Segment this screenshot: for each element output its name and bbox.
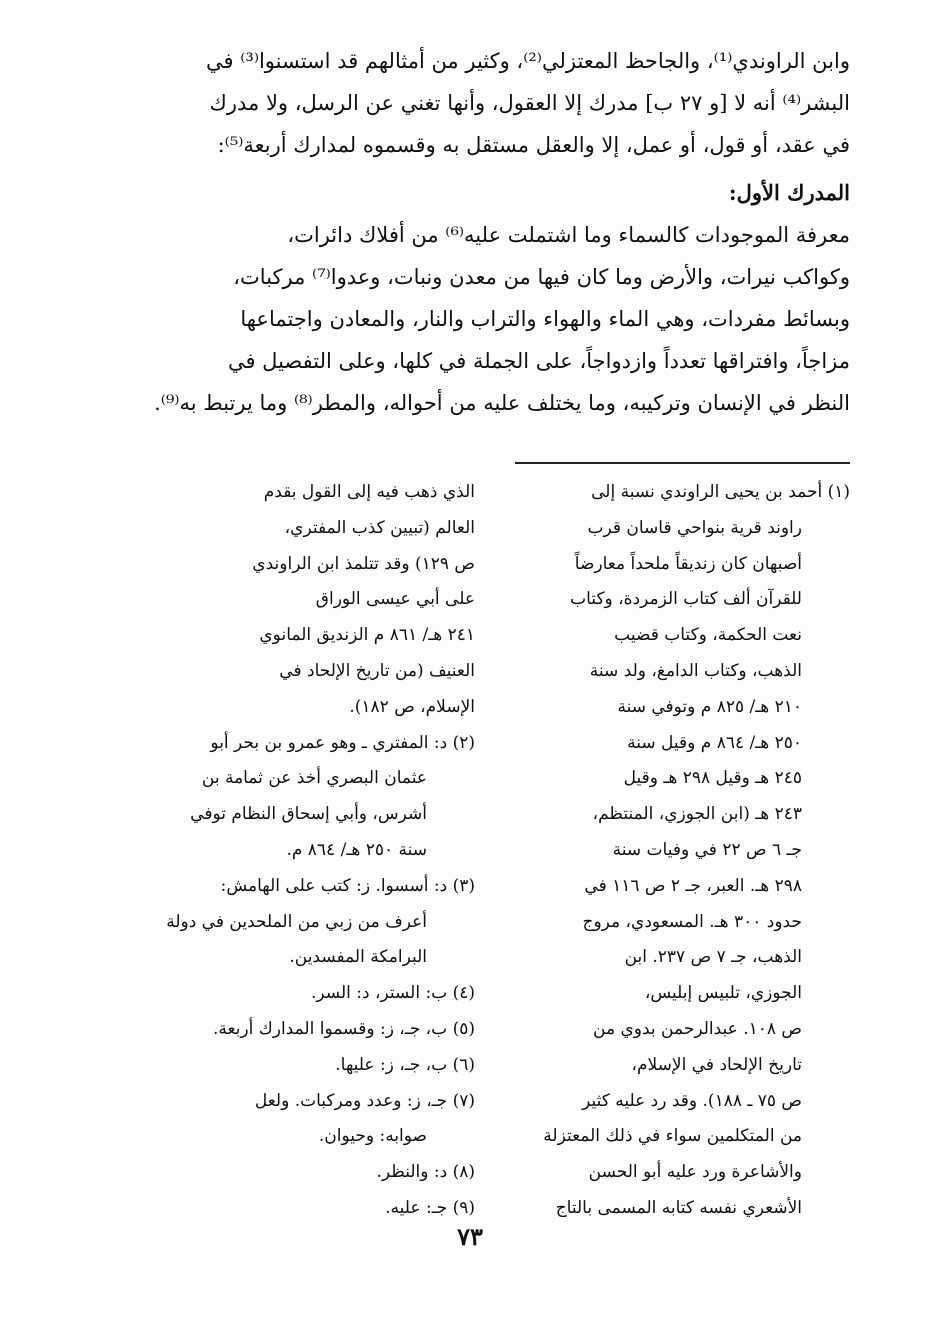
footnote-line: راوند قرية بنواحي قاسان قرب bbox=[587, 517, 802, 538]
footnote-line: (٥) ب، جـ، ز: وقسموا المدارك أربعة. bbox=[212, 1018, 475, 1039]
footnote-line: ٢٥٠ هـ/ ٨٦٤ م وقيل سنة bbox=[627, 732, 802, 753]
footnote-line: للقرآن ألف كتاب الزمردة، وكتاب bbox=[570, 589, 802, 610]
footnote-line: (٨) د: والنظر. bbox=[376, 1162, 475, 1183]
footnote-line: تاريخ الإلحاد في الإسلام، bbox=[631, 1054, 802, 1075]
text-line: وكواكب نيرات، والأرض وما كان فيها من معدن ونبات، وعدوا⁽⁷⁾ مركبات، bbox=[233, 265, 850, 289]
footnote-line: الجوزي، تلبيس إبليس، bbox=[644, 983, 802, 1004]
footnote-line: (٩) جـ: عليه. bbox=[385, 1197, 475, 1218]
footnote-line: أصبهان كان زنديقاً ملحداً معارضاً bbox=[574, 553, 802, 574]
footnote-line: (١) أحمد بن يحيى الراوندي نسبة إلى bbox=[591, 482, 850, 502]
footnote-line: ٢٩٨ هـ. العبر، جـ ٢ ص ١١٦ في bbox=[584, 875, 802, 896]
footnote-line: صوابه: وحيوان. bbox=[318, 1126, 427, 1147]
text-line: مزاجاً، وافتراقها تعدداً وازدواجاً، على الجملة في كلها، وعلى التفصيل في bbox=[227, 349, 850, 373]
footnote-line: (٢) د: المفتري ـ وهو عمرو بن بحر أبو bbox=[210, 732, 475, 753]
text-line: النظر في الإنسان وتركيبه، وما يختلف عليه من أحواله، والمطر⁽⁸⁾ وما يرتبط به⁽⁹⁾. bbox=[154, 391, 850, 415]
footnotes-right-column bbox=[505, 475, 850, 1227]
footnote-line: الذهب، جـ ٧ ص ٢٣٧. ابن bbox=[624, 947, 802, 968]
footnote-line: جـ ٦ ص ٢٢ في وفيات سنة bbox=[612, 839, 802, 860]
page-number: ٧٣ bbox=[457, 1222, 483, 1251]
text-line: في عقد، أو قول، أو عمل، إلا والعقل مستقل به وقسموه لمدارك أربعة⁽⁵⁾: bbox=[217, 133, 850, 157]
footnote-line: ص ١٠٨. عبدالرحمن بدوي من bbox=[593, 1018, 802, 1039]
footnote-line: والأشاعرة ورد عليه أبو الحسن bbox=[588, 1162, 802, 1183]
footnote-line: ص ٧٥ ـ ١٨٨). وقد رد عليه كثير bbox=[582, 1090, 802, 1111]
footnote-line: العالم (تبيين كذب المفتري، bbox=[284, 517, 475, 538]
footnote-line: نعت الحكمة، وكتاب قضيب bbox=[614, 625, 802, 646]
footnote-line: ٢١٠ هـ/ ٨٢٥ م وتوفي سنة bbox=[617, 696, 802, 717]
footnote-line: على أبي عيسى الوراق bbox=[315, 589, 475, 610]
text-line: وبسائط مفردات، وهي الماء والهواء والتراب والنار، والمعادن واجتماعها bbox=[240, 307, 850, 331]
footnote-line: العنيف (من تاريخ الإلحاد في bbox=[279, 660, 475, 681]
footnote-line: (٣) د: أسسوا. ز: كتب على الهامش: bbox=[220, 875, 475, 896]
main-text bbox=[150, 40, 850, 424]
footnote-line: ٢٤٣ هـ (ابن الجوزي، المنتظم، bbox=[592, 804, 802, 825]
footnote-line: ٢٤١ هـ/ ٨٦١ م الزنديق المانوي bbox=[259, 625, 475, 646]
section-heading: المدرك الأول: bbox=[728, 180, 850, 205]
footnote-line: عثمان البصري أخذ عن ثمامة بن bbox=[201, 768, 427, 789]
footnote-line: أعرف من زبي من الملحدين في دولة bbox=[166, 911, 427, 932]
footnote-separator bbox=[515, 462, 850, 464]
text-line: وابن الراوندي⁽¹⁾، والجاحظ المعتزلي⁽²⁾، وكثير من أمثالهم قد استسنوا⁽³⁾ في bbox=[206, 49, 850, 73]
footnote-line: الذهب، وكتاب الدامغ، ولد سنة bbox=[589, 660, 802, 681]
footnote-line: أشرس، وأبي إسحاق النظام توفي bbox=[190, 804, 427, 825]
footnote-line: (٦) ب، جـ، ز: عليها. bbox=[335, 1054, 475, 1075]
footnote-line: الذي ذهب فيه إلى القول بقدم bbox=[263, 482, 475, 502]
footnote-line: الأشعري نفسه كتابه المسمى بالتاج bbox=[555, 1197, 802, 1218]
footnote-line: ٢٤٥ هـ وقيل ٢٩٨ هـ وقيل bbox=[623, 768, 802, 789]
footnote-line: حدود ٣٠٠ هـ. المسعودي، مروج bbox=[582, 911, 802, 932]
footnote-line: ص ١٢٩) وقد تتلمذ ابن الراوندي bbox=[252, 553, 475, 574]
footnote-line: الإسلام، ص ١٨٢). bbox=[349, 696, 475, 717]
text-line: البشر⁽⁴⁾ أنه لا [و ٢٧ ب] مدرك إلا العقول، وأنها تغني عن الرسل، ولا مدرك bbox=[209, 91, 850, 115]
footnotes-left-column bbox=[130, 475, 475, 1227]
footnote-line: سنة ٢٥٠ هـ/ ٨٦٤ م. bbox=[286, 839, 427, 860]
text-line: معرفة الموجودات كالسماء وما اشتملت عليه⁽⁶⁾ من أفلاك دائرات، bbox=[287, 223, 850, 247]
footnote-line: (٤) ب: الستر، د: السر. bbox=[311, 983, 475, 1004]
footnote-line: (٧) جـ، ز: وعدد ومركبات. ولعل bbox=[254, 1090, 475, 1111]
footnote-line: البرامكة المفسدين. bbox=[289, 947, 427, 968]
footnote-line: من المتكلمين سواء في ذلك المعتزلة bbox=[543, 1126, 802, 1147]
